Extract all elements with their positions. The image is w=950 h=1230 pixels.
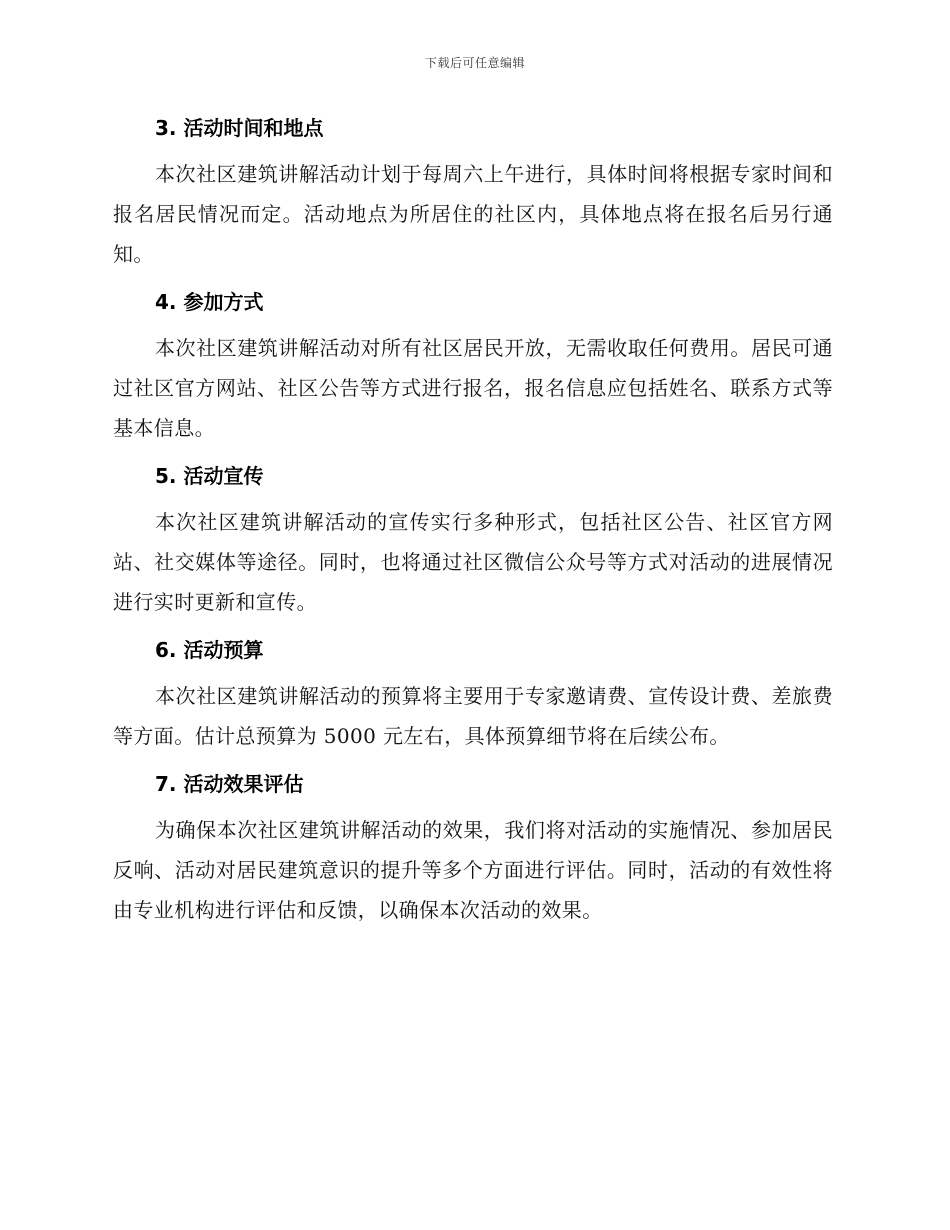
- section-paragraph: 本次社区建筑讲解活动对所有社区居民开放，无需收取任何费用。居民可通过社区官方网站、社区公告等方式进行报名，报名信息应包括姓名、联系方式等基本信息。: [113, 336, 833, 440]
- section-heading: 7. 活动效果评估: [155, 772, 304, 796]
- section-paragraph: 为确保本次社区建筑讲解活动的效果，我们将对活动的实施情况、参加居民反响、活动对居民建筑意识的提升等多个方面进行评估。同时，活动的有效性将由专业机构进行评估和反馈，以确保本次活动的效果。: [113, 818, 833, 922]
- section-paragraph: 本次社区建筑讲解活动计划于每周六上午进行，具体时间将根据专家时间和报名居民情况而定。活动地点为所居住的社区内，具体地点将在报名后另行通知。: [113, 162, 833, 266]
- section-heading: 4. 参加方式: [155, 290, 264, 314]
- section-participation: [113, 282, 833, 448]
- section-heading: 5. 活动宣传: [155, 464, 264, 488]
- page-header-note: 下载后可任意编辑: [424, 56, 525, 70]
- section-evaluation: [113, 764, 833, 930]
- section-budget: [113, 630, 833, 756]
- section-heading: 6. 活动预算: [155, 638, 264, 662]
- document-body: [113, 108, 833, 938]
- section-paragraph: 本次社区建筑讲解活动的宣传实行多种形式，包括社区公告、社区官方网站、社交媒体等途径。同时，也将通过社区微信公众号等方式对活动的进展情况进行实时更新和宣传。: [113, 510, 833, 614]
- section-heading: 3. 活动时间和地点: [155, 116, 324, 140]
- section-paragraph: 本次社区建筑讲解活动的预算将主要用于专家邀请费、宣传设计费、差旅费等方面。估计总预算为 5000 元左右，具体预算细节将在后续公布。: [113, 684, 833, 748]
- section-promotion: [113, 456, 833, 622]
- section-activity-time-location: [113, 108, 833, 274]
